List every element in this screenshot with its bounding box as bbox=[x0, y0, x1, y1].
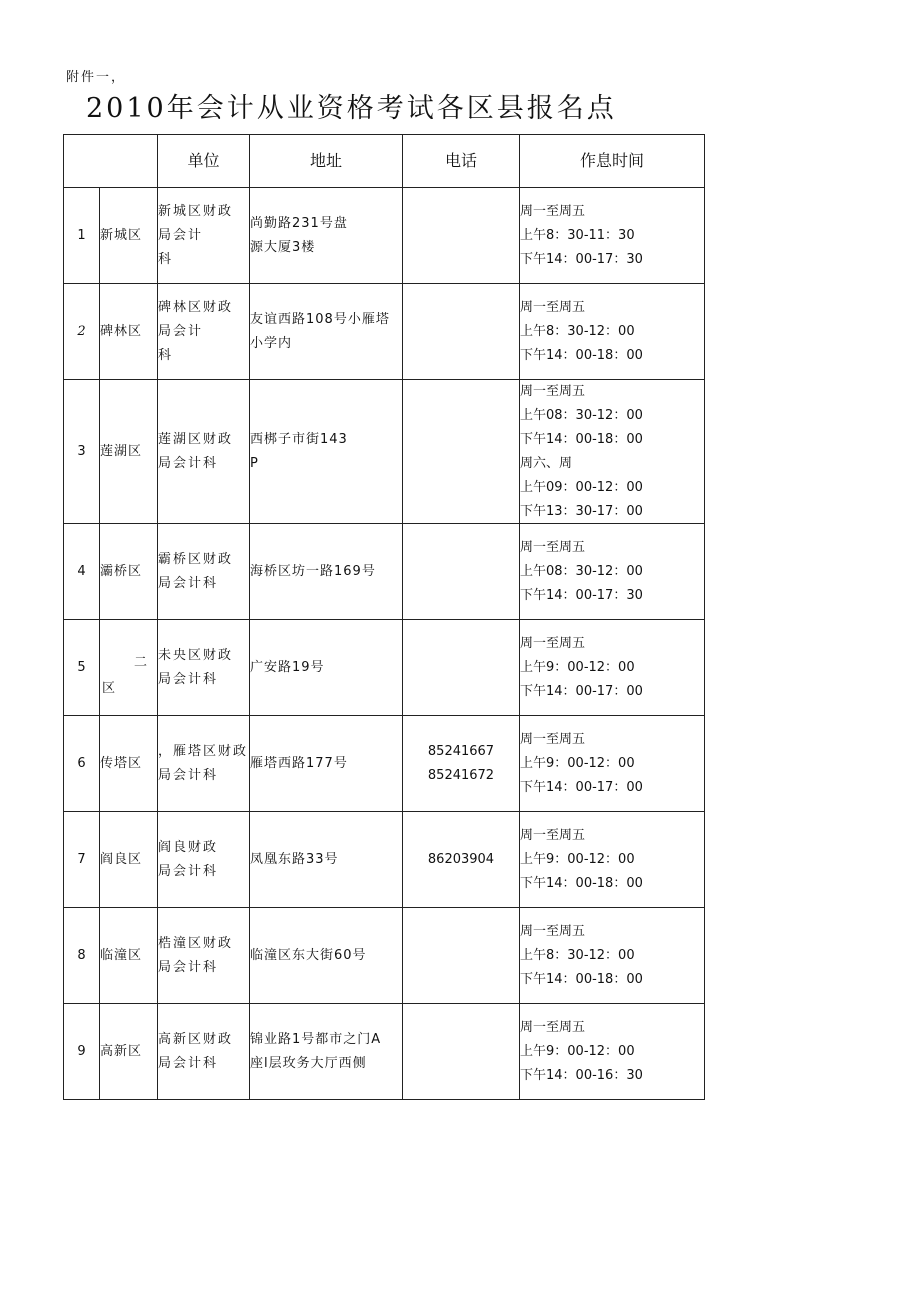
row-number: 3 bbox=[64, 380, 100, 524]
hours-clip bbox=[520, 382, 704, 522]
header-address: 地址 bbox=[250, 135, 403, 188]
table-row bbox=[64, 524, 705, 620]
unit-cell bbox=[158, 284, 250, 380]
address-cell bbox=[250, 1004, 403, 1100]
phone-cell bbox=[403, 812, 520, 908]
unit-cell bbox=[158, 908, 250, 1004]
unit-line: 局会计科 bbox=[158, 575, 219, 591]
hours-line: 下午14：00-18：00 bbox=[520, 431, 643, 447]
address-cell bbox=[250, 380, 403, 524]
unit-line: 局会计科 bbox=[158, 959, 219, 975]
hours-cell bbox=[520, 908, 705, 1004]
hours-line: 上午8：30-12：00 bbox=[520, 323, 635, 339]
district-name: 高新区 bbox=[100, 1004, 158, 1100]
hours-line: 下午14：00-18：00 bbox=[520, 875, 643, 891]
address-cell bbox=[250, 188, 403, 284]
address-line: 小学内 bbox=[250, 335, 293, 351]
row-number: 4 bbox=[64, 524, 100, 620]
unit-cell bbox=[158, 716, 250, 812]
phone-cell bbox=[403, 620, 520, 716]
hours-line: 上午9：00-12：00 bbox=[520, 659, 635, 675]
hours-line: 下午14：00-16：30 bbox=[520, 1067, 643, 1083]
table-row bbox=[64, 284, 705, 380]
district-name: 灞桥区 bbox=[100, 524, 158, 620]
district-name: 莲湖区 bbox=[100, 380, 158, 524]
address-line: P bbox=[250, 455, 259, 471]
unit-line: 霸桥区财政 bbox=[158, 551, 234, 567]
hours-cell bbox=[520, 524, 705, 620]
address-line: 雁塔西路177号 bbox=[250, 755, 348, 771]
district-name bbox=[100, 620, 158, 716]
phone-number: 86203904 bbox=[427, 851, 495, 867]
hours-line: 周一至周五 bbox=[520, 203, 586, 219]
address-line: 海桥区坊一路169号 bbox=[250, 563, 376, 579]
header-hours: 作息时间 bbox=[520, 135, 705, 188]
header-phone: 电话 bbox=[403, 135, 520, 188]
unit-line: 梏潼区财政 bbox=[158, 935, 234, 951]
hours-line: 上午8：30-12：00 bbox=[520, 947, 635, 963]
unit-line: 阎良财政 bbox=[158, 839, 219, 855]
row-number: 6 bbox=[64, 716, 100, 812]
unit-cell bbox=[158, 380, 250, 524]
district-part: 二 bbox=[133, 654, 147, 670]
unit-line: 未央区财政 bbox=[158, 647, 234, 663]
address-cell bbox=[250, 716, 403, 812]
hours-cell bbox=[520, 812, 705, 908]
district-name: 碑林区 bbox=[100, 284, 158, 380]
phone-cell bbox=[403, 524, 520, 620]
hours-line: 上午9：00-12：00 bbox=[520, 755, 635, 771]
address-line: 凤凰东路33号 bbox=[250, 851, 339, 867]
header-blank bbox=[64, 135, 158, 188]
hours-line: 上午08：30-12：00 bbox=[520, 407, 643, 423]
unit-line: 局会计 bbox=[158, 227, 204, 243]
hours-line: 周一至周五 bbox=[520, 383, 586, 399]
unit-line: 科 bbox=[158, 347, 174, 363]
address-cell bbox=[250, 812, 403, 908]
unit-cell bbox=[158, 812, 250, 908]
unit-line: 科 bbox=[158, 251, 174, 267]
unit-line: 局会计科 bbox=[158, 671, 219, 687]
unit-line: 局会计科 bbox=[158, 1055, 219, 1071]
hours-line: 下午14：00-17：30 bbox=[520, 251, 643, 267]
table-row bbox=[64, 812, 705, 908]
unit-line: 局会计科 bbox=[158, 863, 219, 879]
address-line: 座l层玫务大厅西侧 bbox=[250, 1055, 367, 1071]
unit-line: 局会计 bbox=[158, 323, 204, 339]
unit-line: 局会计科 bbox=[158, 767, 219, 783]
unit-line: 高新区财政 bbox=[158, 1031, 234, 1047]
hours-line: 下午14：00-17：00 bbox=[520, 683, 643, 699]
phone-number: 85241667 bbox=[427, 743, 495, 759]
phone-cell bbox=[403, 716, 520, 812]
hours-line: 周一至周五 bbox=[520, 827, 586, 843]
hours-line: 上午09：00-12：00 bbox=[520, 479, 643, 495]
hours-line: 周一至周五 bbox=[520, 539, 586, 555]
hours-line: 下午14：00-18：00 bbox=[520, 971, 643, 987]
district-name: 阎良区 bbox=[100, 812, 158, 908]
hours-line: 上午8：30-11：30 bbox=[520, 227, 635, 243]
unit-line: 新城区财政 bbox=[158, 203, 234, 219]
hours-line: 上午9：00-12：00 bbox=[520, 1043, 635, 1059]
phone-cell bbox=[403, 380, 520, 524]
table-row bbox=[64, 716, 705, 812]
hours-line: 下午14：00-18：00 bbox=[520, 347, 643, 363]
row-number: 9 bbox=[64, 1004, 100, 1100]
unit-cell bbox=[158, 524, 250, 620]
address-line: 友谊西路108号小雁塔 bbox=[250, 311, 390, 327]
district-name: 临潼区 bbox=[100, 908, 158, 1004]
address-line: 西梆子市街143 bbox=[250, 431, 348, 447]
hours-line: 周一至周五 bbox=[520, 923, 586, 939]
phone-cell bbox=[403, 188, 520, 284]
hours-line: 周一至周五 bbox=[520, 635, 586, 651]
address-line: 锦业路1号都市之门A bbox=[250, 1031, 382, 1047]
row-number: 8 bbox=[64, 908, 100, 1004]
hours-line: 下午14：00-17：00 bbox=[520, 779, 643, 795]
phone-cell bbox=[403, 284, 520, 380]
hours-cell bbox=[520, 188, 705, 284]
hours-line: 上午9：00-12：00 bbox=[520, 851, 635, 867]
hours-line: 下午14：00-17：30 bbox=[520, 587, 643, 603]
address-line: 广安路19号 bbox=[250, 659, 325, 675]
table-row bbox=[64, 620, 705, 716]
district-part: 区 bbox=[102, 680, 116, 696]
table-row bbox=[64, 1004, 705, 1100]
row-number: 2 bbox=[64, 284, 100, 380]
address-cell bbox=[250, 620, 403, 716]
address-line: 尚勤路231号盘 bbox=[250, 215, 348, 231]
unit-cell bbox=[158, 1004, 250, 1100]
hours-cell bbox=[520, 716, 705, 812]
address-line: 临潼区东大街60号 bbox=[250, 947, 367, 963]
header-unit: 单位 bbox=[158, 135, 250, 188]
unit-cell bbox=[158, 188, 250, 284]
hours-line: 周六、周 bbox=[520, 455, 573, 471]
table-row bbox=[64, 188, 705, 284]
hours-line: 周一至周五 bbox=[520, 731, 586, 747]
hours-line: 上午08：30-12：00 bbox=[520, 563, 643, 579]
table-header-row bbox=[64, 135, 705, 188]
phone-number: 85241672 bbox=[427, 767, 495, 783]
phone-cell bbox=[403, 1004, 520, 1100]
hours-cell bbox=[520, 1004, 705, 1100]
row-number: 5 bbox=[64, 620, 100, 716]
district-name: 传塔区 bbox=[100, 716, 158, 812]
phone-cell bbox=[403, 908, 520, 1004]
unit-line: 莲湖区财政 bbox=[158, 431, 234, 447]
table-row bbox=[64, 908, 705, 1004]
row-number: 7 bbox=[64, 812, 100, 908]
unit-cell bbox=[158, 620, 250, 716]
unit-line: 碑林区财政 bbox=[158, 299, 234, 315]
attachment-label: 附件一， bbox=[66, 70, 127, 85]
hours-cell bbox=[520, 284, 705, 380]
unit-line: 局会计科 bbox=[158, 455, 219, 471]
hours-line: 下午13：30-17：00 bbox=[520, 503, 643, 519]
document-title: 2010年会计从业资格考试各区县报名点 bbox=[86, 93, 617, 124]
hours-cell bbox=[520, 620, 705, 716]
address-cell bbox=[250, 284, 403, 380]
hours-line: 周一至周五 bbox=[520, 299, 586, 315]
hours-line: 周一至周五 bbox=[520, 1019, 586, 1035]
unit-line: ，雁塔区财政 bbox=[158, 743, 249, 759]
address-line: 源大厦3楼 bbox=[250, 239, 316, 255]
address-cell bbox=[250, 524, 403, 620]
row-number: 1 bbox=[64, 188, 100, 284]
district-name: 新城区 bbox=[100, 188, 158, 284]
hours-cell bbox=[520, 380, 705, 524]
address-cell bbox=[250, 908, 403, 1004]
table-row bbox=[64, 380, 705, 524]
district-split bbox=[100, 623, 157, 713]
registration-table bbox=[63, 134, 705, 1100]
